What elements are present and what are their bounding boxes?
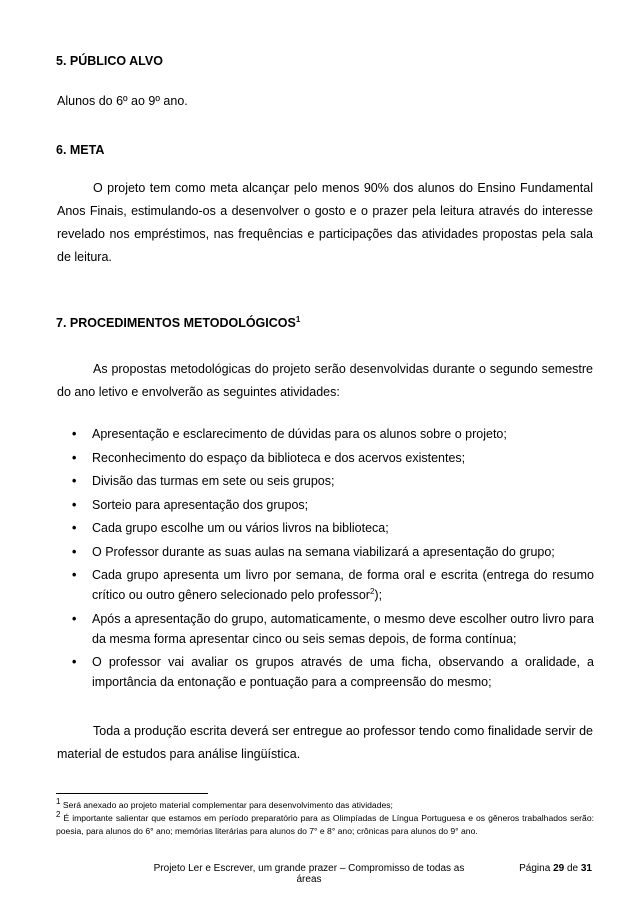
section-heading-meta: 6. META xyxy=(56,143,105,157)
list-item: • O Professor durante as suas aulas na semana viabilizará a apresentação do grupo; xyxy=(72,542,594,562)
footnote-divider xyxy=(56,793,208,794)
page-indicator: Página 29 de 31 xyxy=(519,863,592,874)
procedimentos-heading-text: 7. PROCEDIMENTOS METODOLÓGICOS xyxy=(56,316,296,330)
list-item: • Reconhecimento do espaço da biblioteca e dos acervos existentes; xyxy=(72,448,594,468)
bullet-icon: • xyxy=(72,655,77,669)
footer-title: Projeto Ler e Escrever, um grande prazer – Compromisso de todas as áreas xyxy=(153,863,465,885)
meta-paragraph: O projeto tem como meta alcançar pelo menos 90% dos alunos do Ensino Fundamental Anos Finais, estimulando-os a desenvolver o gosto e o prazer pela leitura através do interesse revelado nos empréstimos, nas frequências e participações das atividades propostas pela sala de leitura. xyxy=(57,181,593,264)
list-item: • Divisão das turmas em sete ou seis grupos; xyxy=(72,471,594,491)
bullet-icon: • xyxy=(72,544,77,559)
section-heading-procedimentos xyxy=(56,316,300,330)
list-item: • Cada grupo escolhe um ou vários livros na biblioteca; xyxy=(72,518,594,538)
list-item: • Apresentação e esclarecimento de dúvidas para os alunos sobre o projeto; xyxy=(72,424,594,444)
bullet-icon: • xyxy=(72,568,77,582)
bullet-icon: • xyxy=(72,497,77,512)
procedimentos-closing: Toda a produção escrita deverá ser entregue ao professor tendo como finalidade servir de material de estudos para análise lingüística. xyxy=(57,724,593,761)
footnote-ref-1: 1 xyxy=(295,314,301,324)
activities-list xyxy=(72,424,594,696)
procedimentos-intro: As propostas metodológicas do projeto serão desenvolvidas durante o segundo semestre do ano letivo e envolverão as seguintes atividades: xyxy=(57,362,593,399)
footnote-1: $^1$ Será anexado ao projeto material complementar para desenvolvimento das atividades; xyxy=(56,797,393,810)
bullet-icon: • xyxy=(72,474,77,488)
footnote-ref-2: 2 xyxy=(369,586,375,596)
list-item: • Após a apresentação do grupo, automaticamente, o mesmo deve escolher outro livro para da mesma forma apresentar cinco ou seis semas depois, de forma contínua; xyxy=(72,609,594,649)
section-heading-publico: 5. PÚBLICO ALVO xyxy=(56,54,163,68)
list-item: • Cada grupo apresenta um livro por semana, de forma oral e escrita (entrega do resumo crítico ou outro gênero selecionado pelo professor$^2$); xyxy=(72,565,594,605)
bullet-icon: • xyxy=(72,611,77,626)
publico-text: Alunos do 6º ao 9º ano. xyxy=(57,94,188,108)
bullet-icon: • xyxy=(72,521,77,535)
page-number: 29 xyxy=(553,863,565,874)
bullet-icon: • xyxy=(72,427,77,441)
page-total: 31 xyxy=(580,863,592,874)
list-item: • Sorteio para apresentação dos grupos; xyxy=(72,495,594,515)
footnote-2: $^2$ É importante salientar que estamos em período preparatório para as Olimpíadas de Língua Portuguesa e os gêneros trabalhados serão: poesia, para alunos do 6° ano; memórias literárias para alunos do 7° e 8° ano; crônicas para alunos do 9° ano. xyxy=(56,810,594,836)
bullet-icon: • xyxy=(72,450,77,465)
footnotes xyxy=(56,799,594,838)
list-item: • O professor vai avaliar os grupos através de uma ficha, observando a oralidade, a importância da entonação e pontuação para a compreensão do mesmo; xyxy=(72,652,594,692)
